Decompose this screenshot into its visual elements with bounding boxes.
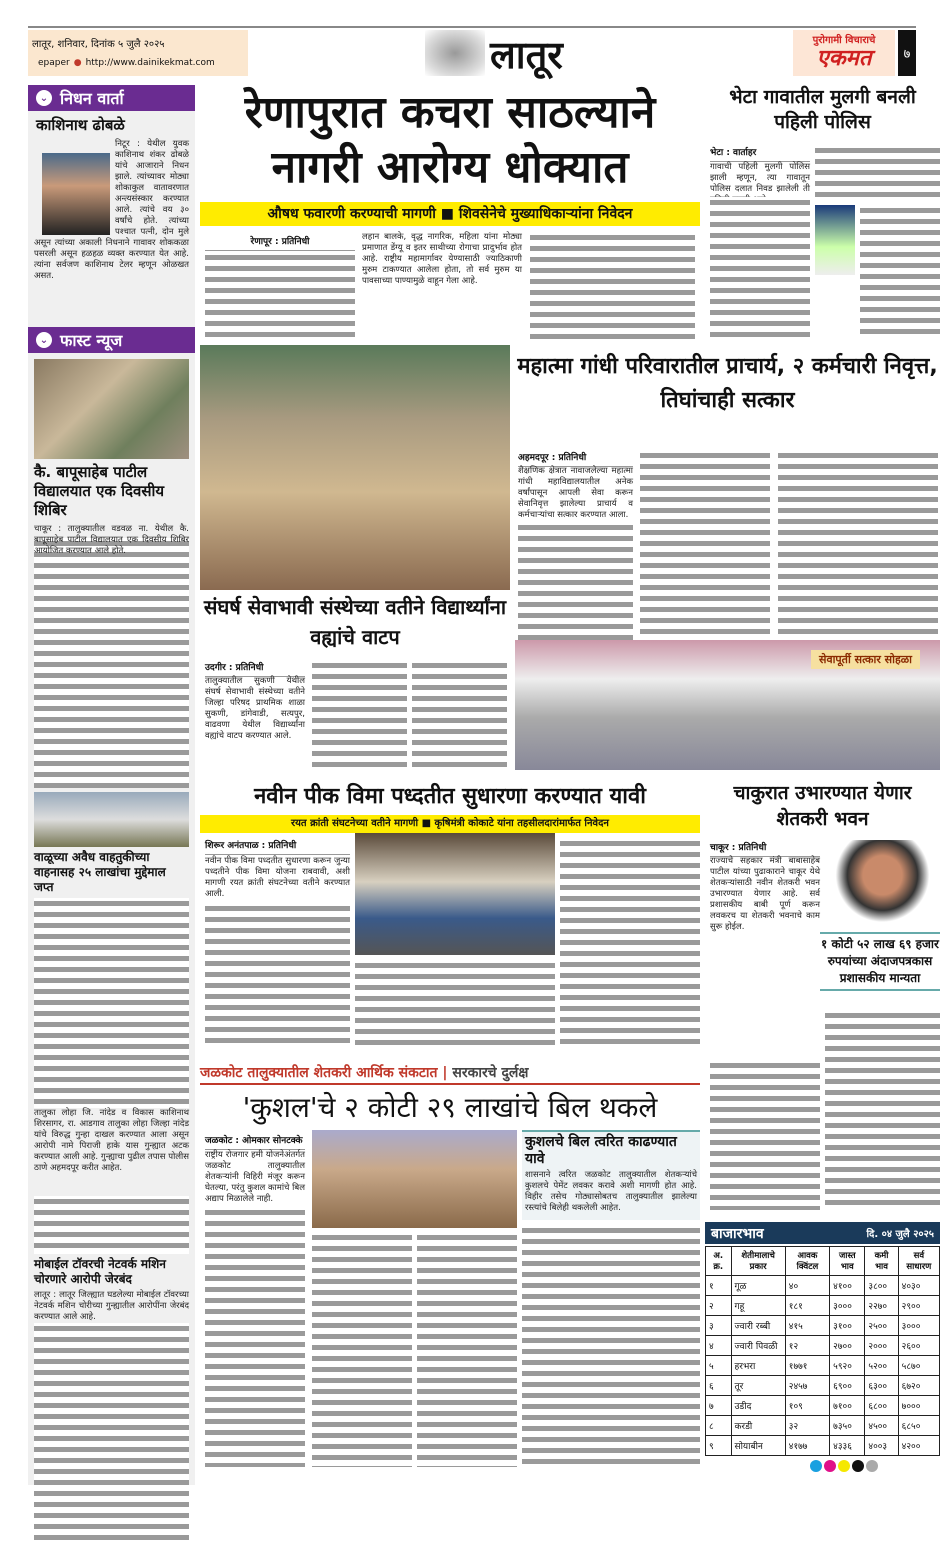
page-number: ७ [898,30,916,76]
pikvima-col1 [205,903,350,1048]
jalkot-kicker-secondary: सरकारचे दुर्लक्ष [452,1065,529,1081]
market-cell: २२७० [865,1296,898,1316]
memorandum-photo [355,833,555,955]
market-col-header: अ. क्र. [706,1247,732,1276]
market-cell: गहू [731,1296,785,1316]
market-col-header: शेतीमालाचे प्रकार [731,1247,785,1276]
jalkot-col1 [205,1207,305,1467]
chevron-down-icon: ⌄ [36,332,52,348]
minister-photo [825,840,940,928]
market-cell: २ [706,1296,732,1316]
pikvima-subhead: रयत क्रांती संघटनेच्या वतीने मागणी ■ कृषिमंत्री कोकाटे यांना तहसीलदारांमार्फत निवेदन [200,815,700,833]
market-cell: ६८०० [865,1396,898,1416]
story2-text: तालुका लोहा जि. नांदेड व विकास काशिनाथ शिरसागर, रा. आडगाव तालुका लोहा जिल्हा नांदेड यांचे विरुद्ध गुन्हा दाखल करण्यात आला असून आरोपी नामे पिराजी हाके यास गुन्ह्यात अटक करण्यात आली आहे. गुन्ह्याचा पुढील तपास पोलीस ठाणे अहमदपूर करीत आहेत. [34,1108,189,1173]
market-cell: ७००० [898,1396,939,1416]
chevron-down-icon: ⌄ [36,90,52,106]
market-cell: ४००३ [865,1436,898,1456]
kushal-box [522,1130,700,1220]
epaper-link[interactable] [28,56,248,70]
pikvima-col3 [560,838,700,1048]
market-row [706,1276,940,1296]
market-cell: ३००० [830,1296,865,1316]
masthead-tagline: पुरोगामी विचाराचे [812,35,876,46]
kushal-box-text: शासनाने त्वरित जळकोट तालुक्यातील शेतकऱ्यांचे कुशलचे पेमेंट लवकर करावे अशी मागणी होत आहे. विहीर तसेच गोठ्यासोबतच तालुक्यातील झालेल्या रस्त्यांचे बिलेही थकलेली आहेत. [525,1170,697,1213]
pikvima-text: नवीन पीक विमा पध्दतीत सुधारणा करून जुन्या पध्दतीने पीक विमा योजना राबवावी, अशी मागणी रयत क्रांती संघटनेच्या वतीने करण्यात आली. [205,856,350,899]
market-cell: ५९२० [830,1356,865,1376]
market-cell: १२ [785,1336,829,1356]
market-cell: १०९ [785,1396,829,1416]
kushal-box-headline: कुशलचे बिल त्वरित काढण्यात यावे [525,1134,677,1167]
fast-news-header [28,327,195,353]
story3-body [34,1323,189,1543]
lead-byline: रेणापूर : प्रतिनिधी [205,234,355,251]
market-cell: ३ [706,1316,732,1336]
market-cell: ४१५ [785,1316,829,1336]
market-cell: २९०० [898,1296,939,1316]
market-date: दि. ०४ जुलै २०२५ [866,1229,934,1240]
chakur-text: राज्याचे सहकार मंत्री बाबासाहेब पाटील यांच्या पुढाकाराने चाकूर येथे शेतकऱ्यांसाठी नवीन शेतकरी भवन उभारण्यात येणार आहे. सर्व प्रशासकीय बाबी पूर्ण करून लवकरच या शेतकरी भवनाचे काम सुरू होईल. [710,856,820,932]
market-cell: ५८७० [898,1356,939,1376]
market-cell: १७७१ [785,1356,829,1376]
lead-col1 [205,252,355,340]
fast-news-heading: फास्ट न्यूज [60,331,123,350]
mahatma-text: शैक्षणिक क्षेत्रात नावाजलेल्या महात्मा गांधी महाविद्यालयातील अनेक वर्षांपासून आपली सेवा करून सेवानिवृत्त झालेल्या प्राचार्य व कर्मचाऱ्यांचा सत्कार करण्यात आला. [518,466,633,520]
mahatma-col2 [640,450,770,640]
felicitation-banner: सेवापूर्ती सत्कार सोहळा [811,650,920,669]
market-cell: ४० [785,1276,829,1296]
market-cell: ६ [706,1376,732,1396]
lead-headline: रेणापुरात कचरा साठल्याने नागरी आरोग्य धोक्यात [244,87,656,193]
sangharsh-col2 [312,660,407,770]
market-cell: तूर [731,1376,785,1396]
story1-headline: कै. बापूसाहेब पाटील विद्यालयात एक दिवसीय शिबिर [34,463,165,519]
jalkot-col3 [417,1232,517,1467]
bheta-byline: भेटा : वार्ताहर [710,145,810,162]
market-cell: ७ [706,1396,732,1416]
jalkot-col4 [522,1225,700,1467]
mahatma-headline: महात्मा गांधी परिवारातील प्राचार्य, २ कर्मचारी निवृत्त, तिघांचाही सत्कार [517,354,938,413]
story2-headline: वाळूच्या अवैध वाहतुकीच्या वाहनासह २५ लाखांचा मुद्देमाल जप्त [34,850,166,894]
story1-text: चाकूर : तालुक्यातील वडवळ ना. येथील कै. बापूसाहेब पाटील विद्यालयात एक दिवसीय शिबिर आयोजित करण्यात आले होते. [34,524,189,556]
market-cell: ५२०० [865,1356,898,1376]
mahatma-byline: अहमदपूर : प्रतिनिधी [518,450,633,467]
market-cell: २७०० [830,1336,865,1356]
story2-body-end [34,1196,189,1254]
bheta-col2 [815,145,940,200]
masthead-logo: एकमत [816,46,872,71]
sangharsh-byline: उदगीर : प्रतिनिधी [205,660,305,677]
market-cell: ५ [706,1356,732,1376]
jalkot-col2 [312,1232,412,1467]
market-cell: २००० [865,1336,898,1356]
market-cell: ३१०० [830,1316,865,1336]
market-row [706,1336,940,1356]
market-row [706,1416,940,1436]
sangharsh-text: तालुक्यातील सुकणी येथील संघर्ष सेवाभावी संस्थेच्या वतीने जिल्हा परिषद प्राथमिक शाळा सुकणी, डांगेवाडी, सत्यपुर, वाढवणा येथील विद्यार्थ्यांना वह्यांचे वाटप करण्यात आले. [205,676,305,741]
market-cell: सोयाबीन [731,1436,785,1456]
market-cell: २४५७ [785,1376,829,1396]
market-table-wrap [705,1246,940,1456]
obituary-heading: निधन वार्ता [60,89,124,108]
market-row [706,1356,940,1376]
seized-vehicle-photo [34,792,189,847]
sangharsh-headline: संघर्ष सेवाभावी संस्थेच्या वतीने विद्यार्थ्यांना वह्यांचे वाटप [203,595,507,649]
market-cell: ज्वारी रब्बी [731,1316,785,1336]
market-cell: ४५०० [865,1416,898,1436]
obituary-name: काशिनाथ ढोबळे [36,116,125,134]
market-cell: २५०० [865,1316,898,1336]
obituary-photo [42,153,110,235]
market-cell: ४०३० [898,1276,939,1296]
market-cell: ४१०० [830,1276,865,1296]
header-rule [28,26,916,28]
market-cell: ६७२० [898,1376,939,1396]
market-row [706,1396,940,1416]
market-row [706,1316,940,1336]
chakur-headline: चाकुरात उभारण्यात येणार शेतकरी भवन [733,782,912,830]
sidebar [28,85,195,1485]
bheta-col2b [860,205,940,340]
market-cell: ज्वारी पिवळी [731,1336,785,1356]
well-photo [312,1130,517,1228]
market-cell: ३००० [898,1316,939,1336]
camp-photo [34,359,189,459]
market-cell: उडीद [731,1396,785,1416]
market-header [705,1222,940,1244]
market-title: बाजारभाव [711,1225,764,1242]
market-cell: ७१०० [830,1396,865,1416]
chakur-col1 [710,1060,820,1210]
story1-body [34,538,189,788]
epaper-label: epaper [38,58,70,68]
obituary-header [28,85,195,111]
market-row [706,1436,940,1456]
market-cell: १८१ [785,1296,829,1316]
dateline: लातूर, शनिवार, दिनांक ५ जुलै २०२५ [32,39,165,50]
market-cell: गूळ [731,1276,785,1296]
market-cell: ३८०० [865,1276,898,1296]
mahatma-col1 [518,522,633,640]
market-col-header: जास्त भाव [830,1247,865,1276]
globe-icon: ● [73,58,82,68]
color-registration-marks [810,1460,878,1472]
jalkot-kicker-main: जळकोट तालुक्यातील शेतकरी आर्थिक संकटात [200,1065,438,1081]
market-cell: २६०० [898,1336,939,1356]
bheta-col1 [710,197,810,340]
bheta-text: गावाची पहिली मुलगी पोलिस झाली म्हणून, त्या गावातून पोलिस दलात निवड झालेली ती [710,162,810,194]
epaper-url[interactable]: http://www.dainikekmat.com [85,58,215,68]
chakur-byline: चाकूर : प्रतिनिधी [710,840,820,857]
jalkot-headline: 'कुशल'चे २ कोटी २९ लाखांचे बिल थकले [242,1091,658,1124]
story3-headline: मोबाईल टॉवरची नेटवर्क मशिन चोरणारे आरोपी जेरबंद [34,1257,166,1286]
lead-col3 [530,232,695,340]
market-col-header: सर्व साधारण [898,1247,939,1276]
lead-subhead: औषध फवारणी करण्याची मागणी ■ शिवसेनेचे मुख्याधिकाऱ्यांना निवेदन [200,202,700,226]
pikvima-col2 [355,960,555,1048]
market-cell: ४२०० [898,1436,939,1456]
lead-col2: लहान बालके, वृद्ध नागरिक, महिला यांना मोठ्या प्रमाणात डेंग्यू व इतर साथीच्या रोगाचा प्रादुर्भाव होत आहे. राष्ट्रीय महामार्गावर येण्यासाठी ज्याठिकाणी मुरुम टाकण्यात आलेला होता, तो सर्व मुरुम या पावसाच्या पाण्यामुळे वाहून गेला आहे. [362,232,522,286]
market-cell: ६९०० [830,1376,865,1396]
market-cell: हरभरा [731,1356,785,1376]
market-cell: ७३५० [830,1416,865,1436]
market-cell: ८ [706,1416,732,1436]
students-notebook-photo [200,345,510,590]
market-cell: ६३०० [865,1376,898,1396]
story2-body [34,898,189,1108]
market-col-header: आवक क्विंटल [785,1247,829,1276]
story3-text: लातूर : लातूर जिल्ह्यात घडलेल्या मोबाईल टॉवरच्या नेटवर्क मशिन चोरीच्या गुन्ह्यातील आरोपींना जेरबंद करण्यात आले आहे. [34,1290,189,1322]
market-col-header: कमी भाव [865,1247,898,1276]
latur-map-logo [425,30,485,76]
pikvima-headline: नवीन पीक विमा पध्दतीत सुधारणा करण्यात यावी [254,784,646,809]
market-cell: ४ [706,1336,732,1356]
market-row [706,1376,940,1396]
market-cell: ४३३६ [830,1436,865,1456]
police-girl-photo [815,205,855,275]
bheta-headline: भेटा गावातील मुलगी बनली पहिली पोलिस [729,86,916,133]
market-cell: ९ [706,1436,732,1456]
jalkot-byline: जळकोट : ओमकार सोनटक्के [205,1133,305,1150]
obituary-text: निटूर : येथील युवक काशिनाथ शंकर ढोबळे यांचे आजाराने निधन झाले. त्यांच्यावर मोठ्या शोकाकुल वातावरणात अन्त्यसंस्कार करण्यात आले. त्यांचे वय ३० वर्षांचे होते. त्यांच्या पश्चात पत्नी, दोन मुले असून त्यांच्या अकाली निधनाने गावावर शोककळा पसरली असून हळहळ व्यक्त करण्यात येत आहे. त्यांना सर्वजण काशिनाथ टेलर म्हणून ओळखत असत. [34,139,189,281]
pikvima-byline: शिरूर अनंतपाळ : प्रतिनिधी [205,838,350,855]
market-cell: ३२ [785,1416,829,1436]
sangharsh-col3 [412,660,507,770]
mahatma-col3 [778,450,938,640]
chakur-col2 [825,1010,940,1210]
chakur-callout: १ कोटी ५२ लाख ६९ हजार रुपयांच्या अंदाजपत्रकास प्रशासकीय मान्यता [820,932,940,991]
jalkot-rule [200,1083,700,1085]
market-cell: १ [706,1276,732,1296]
jalkot-text: राष्ट्रीय रोजगार हमी योजनेअंतर्गत जळकोट तालुक्यातील शेतकऱ्यांनी विहिरी मंजूर करून घेतल्या, परंतु कुशल कामांचे बिल अद्याप मिळालेले नाही. [205,1150,305,1204]
jalkot-kicker: जळकोट तालुक्यातील शेतकरी आर्थिक संकटात | सरकारचे दुर्लक्ष [200,1065,529,1081]
market-cell: ४१७७ [785,1436,829,1456]
masthead [793,30,895,76]
felicitation-photo [515,640,940,770]
section-title: लातूर [490,33,563,77]
market-table [705,1246,940,1456]
market-cell: ६८५० [898,1416,939,1436]
market-cell: करडी [731,1416,785,1436]
header-date-panel [28,30,248,76]
market-row [706,1296,940,1316]
